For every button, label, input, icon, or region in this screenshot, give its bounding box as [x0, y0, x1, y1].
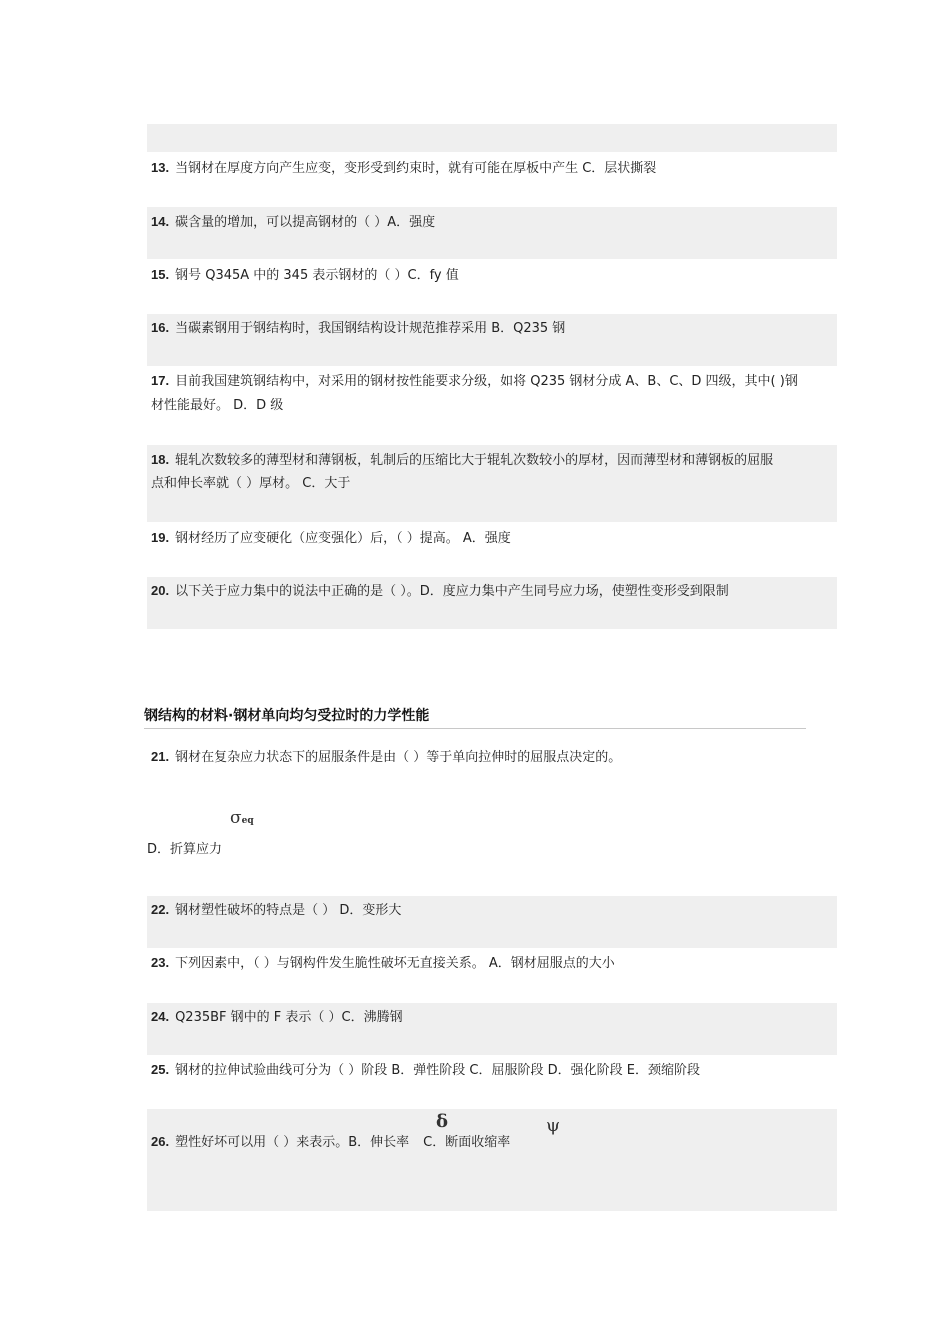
question-18 — [147, 445, 837, 522]
question-text: 以下关于应力集中的说法中正确的是（ ）。D．度应力集中产生同号应力场，使塑性变形受到限制 — [175, 584, 729, 599]
section-title: 钢结构的材料·钢材单向均匀受拉时的力学性能 — [144, 706, 806, 729]
question-number: 17. — [151, 373, 170, 388]
question-25 — [147, 1055, 837, 1109]
question-23 — [147, 948, 837, 1003]
question-text-line1: 辊轧次数较多的薄型材和薄钢板，轧制后的压缩比大于辊轧次数较小的厚材，因而薄型材和薄钢板的屈服 — [175, 453, 774, 468]
question-number: 26. — [151, 1134, 170, 1149]
question-number: 23. — [151, 955, 170, 970]
question-text: 下列因素中，（ ）与钢构件发生脆性破坏无直接关系。 A．钢材屈服点的大小 — [175, 956, 615, 971]
question-15 — [147, 259, 837, 314]
question-number: 22. — [151, 902, 170, 917]
question-text: 当钢材在厚度方向产生应变，变形受到约束时，就有可能在厚板中产生 C．层状撕裂 — [175, 161, 657, 176]
question-text: 钢材的拉伸试验曲线可分为（ ）阶段 B．弹性阶段 C．屈服阶段 D．强化阶段 E．颈缩阶段 — [175, 1063, 700, 1078]
question-text-line1: 目前我国建筑钢结构中，对采用的钢材按性能要求分级，如将 Q235 钢材分成 A、B、C、D 四级，其中( )钢 — [175, 374, 798, 389]
question-13 — [147, 152, 837, 207]
question-22 — [147, 896, 837, 948]
question-number: 14. — [151, 214, 170, 229]
question-number: 16. — [151, 320, 170, 335]
top-band — [147, 124, 837, 152]
psi-symbol: ψ — [546, 1115, 561, 1136]
question-21 — [147, 742, 837, 896]
question-text: 当碳素钢用于钢结构时，我国钢结构设计规范推荐采用 B．Q235 钢 — [175, 321, 566, 336]
question-text: 钢材在复杂应力状态下的屈服条件是由（ ）等于单向拉伸时的屈服点决定的。 — [175, 750, 622, 765]
question-text-line2: 点和伸长率就（ ）厚材。 C．大于 — [151, 476, 351, 491]
question-20 — [147, 577, 837, 629]
question-number: 24. — [151, 1009, 170, 1024]
question-16 — [147, 314, 837, 366]
question-text: 钢号 Q345A 中的 345 表示钢材的（ ）C．fy 值 — [175, 268, 459, 283]
question-text: 钢材经历了应变硬化（应变强化）后，（ ）提高。 A．强度 — [175, 531, 511, 546]
question-number: 19. — [151, 530, 170, 545]
question-text: Q235BF 钢中的 F 表示（ ）C．沸腾钢 — [175, 1010, 403, 1025]
question-24 — [147, 1003, 837, 1055]
question-number: 25. — [151, 1062, 170, 1077]
question-text: 碳含量的增加，可以提高钢材的（ ）A．强度 — [175, 215, 436, 230]
answer-text: D．折算应力 — [147, 842, 223, 857]
question-text-line2: 材性能最好。 D．D 级 — [151, 398, 284, 413]
sigma-eq-symbol: σeq — [230, 808, 254, 828]
question-number: 21. — [151, 749, 170, 764]
question-26 — [147, 1109, 837, 1211]
question-number: 15. — [151, 267, 170, 282]
question-17 — [147, 366, 837, 445]
question-text: 钢材塑性破坏的特点是（ ） D．变形大 — [175, 903, 402, 918]
question-text: 塑性好坏可以用（ ）来表示。B．伸长率 — [175, 1135, 410, 1150]
question-19 — [147, 522, 837, 577]
question-14 — [147, 207, 837, 259]
question-number: 13. — [151, 160, 170, 175]
question-number: 20. — [151, 583, 170, 598]
delta-symbol: δ — [436, 1111, 449, 1132]
question-text-b: C．断面收缩率 — [423, 1135, 511, 1150]
question-number: 18. — [151, 452, 170, 467]
